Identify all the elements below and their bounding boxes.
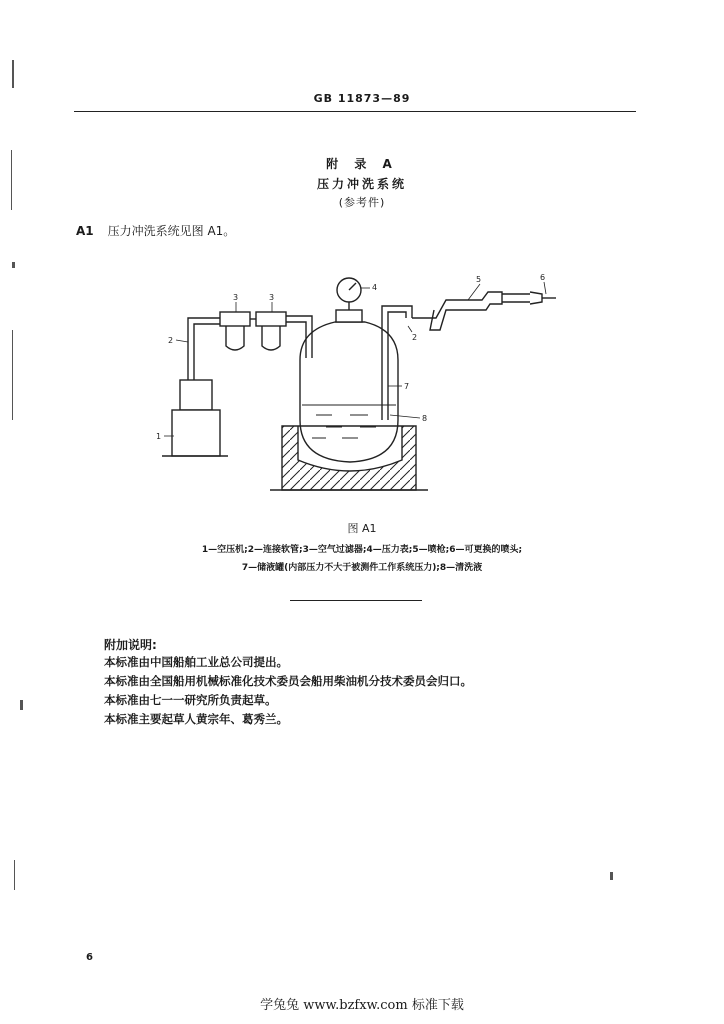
tank-base	[270, 426, 428, 490]
callout-4: 4	[372, 283, 378, 292]
additional-note-line: 本标准由全国船用机械标准化技术委员会船用柴油机分技术委员会归口。	[104, 674, 472, 688]
standard-number-header: GB 11873—89	[313, 92, 411, 105]
pressure-gauge	[337, 278, 361, 310]
end-rule	[290, 600, 422, 601]
spray-gun	[412, 292, 530, 330]
replaceable-nozzle	[530, 292, 556, 304]
callout-6: 6	[540, 273, 546, 282]
callout-3b: 3	[269, 293, 275, 302]
scan-artifact	[12, 60, 14, 88]
connecting-hose-left	[188, 318, 220, 380]
figure-legend-line-1: 1—空压机;2—连接软管;3—空气过滤器;4—压力表;5—喷枪;6—可更换的喷头;	[201, 545, 523, 555]
section-a1-label: A1	[76, 224, 94, 238]
callout-8: 8	[422, 414, 428, 423]
liquid-storage-tank	[300, 310, 398, 462]
additional-notes-heading: 附加说明:	[104, 638, 157, 652]
appendix-reference-note: (参考件)	[338, 196, 386, 209]
callout-5: 5	[476, 275, 482, 284]
header-rule	[74, 111, 636, 112]
outlet-pipe	[382, 306, 412, 420]
additional-note-line: 本标准主要起草人黄宗年、葛秀兰。	[104, 712, 288, 726]
scan-artifact	[12, 330, 13, 420]
callout-1: 1	[156, 432, 162, 441]
scan-artifact	[14, 860, 15, 890]
section-a1	[76, 222, 235, 239]
air-filter-2	[256, 312, 286, 350]
page-number: 6	[86, 952, 93, 963]
figure-caption: 图 A1	[347, 522, 377, 535]
additional-note-line: 本标准由七一一研究所负责起草。	[104, 693, 277, 707]
footer-watermark: 学兔兔 www.bzfxw.com 标准下载	[260, 998, 464, 1013]
callout-3a: 3	[233, 293, 239, 302]
callout-2b: 2	[412, 333, 418, 342]
scan-artifact	[610, 872, 613, 880]
appendix-title: 附 录 A	[326, 157, 398, 171]
additional-note-line: 本标准由中国船舶工业总公司提出。	[104, 655, 288, 669]
scan-artifact	[12, 262, 15, 268]
callout-7: 7	[404, 382, 410, 391]
section-a1-text: 压力冲洗系统见图 A1。	[107, 224, 236, 238]
pressure-flushing-system-diagram	[150, 270, 570, 500]
scan-artifact	[20, 700, 23, 710]
air-compressor	[162, 380, 228, 456]
callout-2a: 2	[168, 336, 174, 345]
figure-legend-line-2: 7—储液罐(内部压力不大于被测件工作系统压力);8—清洗液	[241, 563, 483, 573]
air-filter-1	[220, 312, 250, 350]
scan-artifact	[11, 150, 12, 210]
appendix-subtitle: 压力冲洗系统	[316, 177, 407, 191]
